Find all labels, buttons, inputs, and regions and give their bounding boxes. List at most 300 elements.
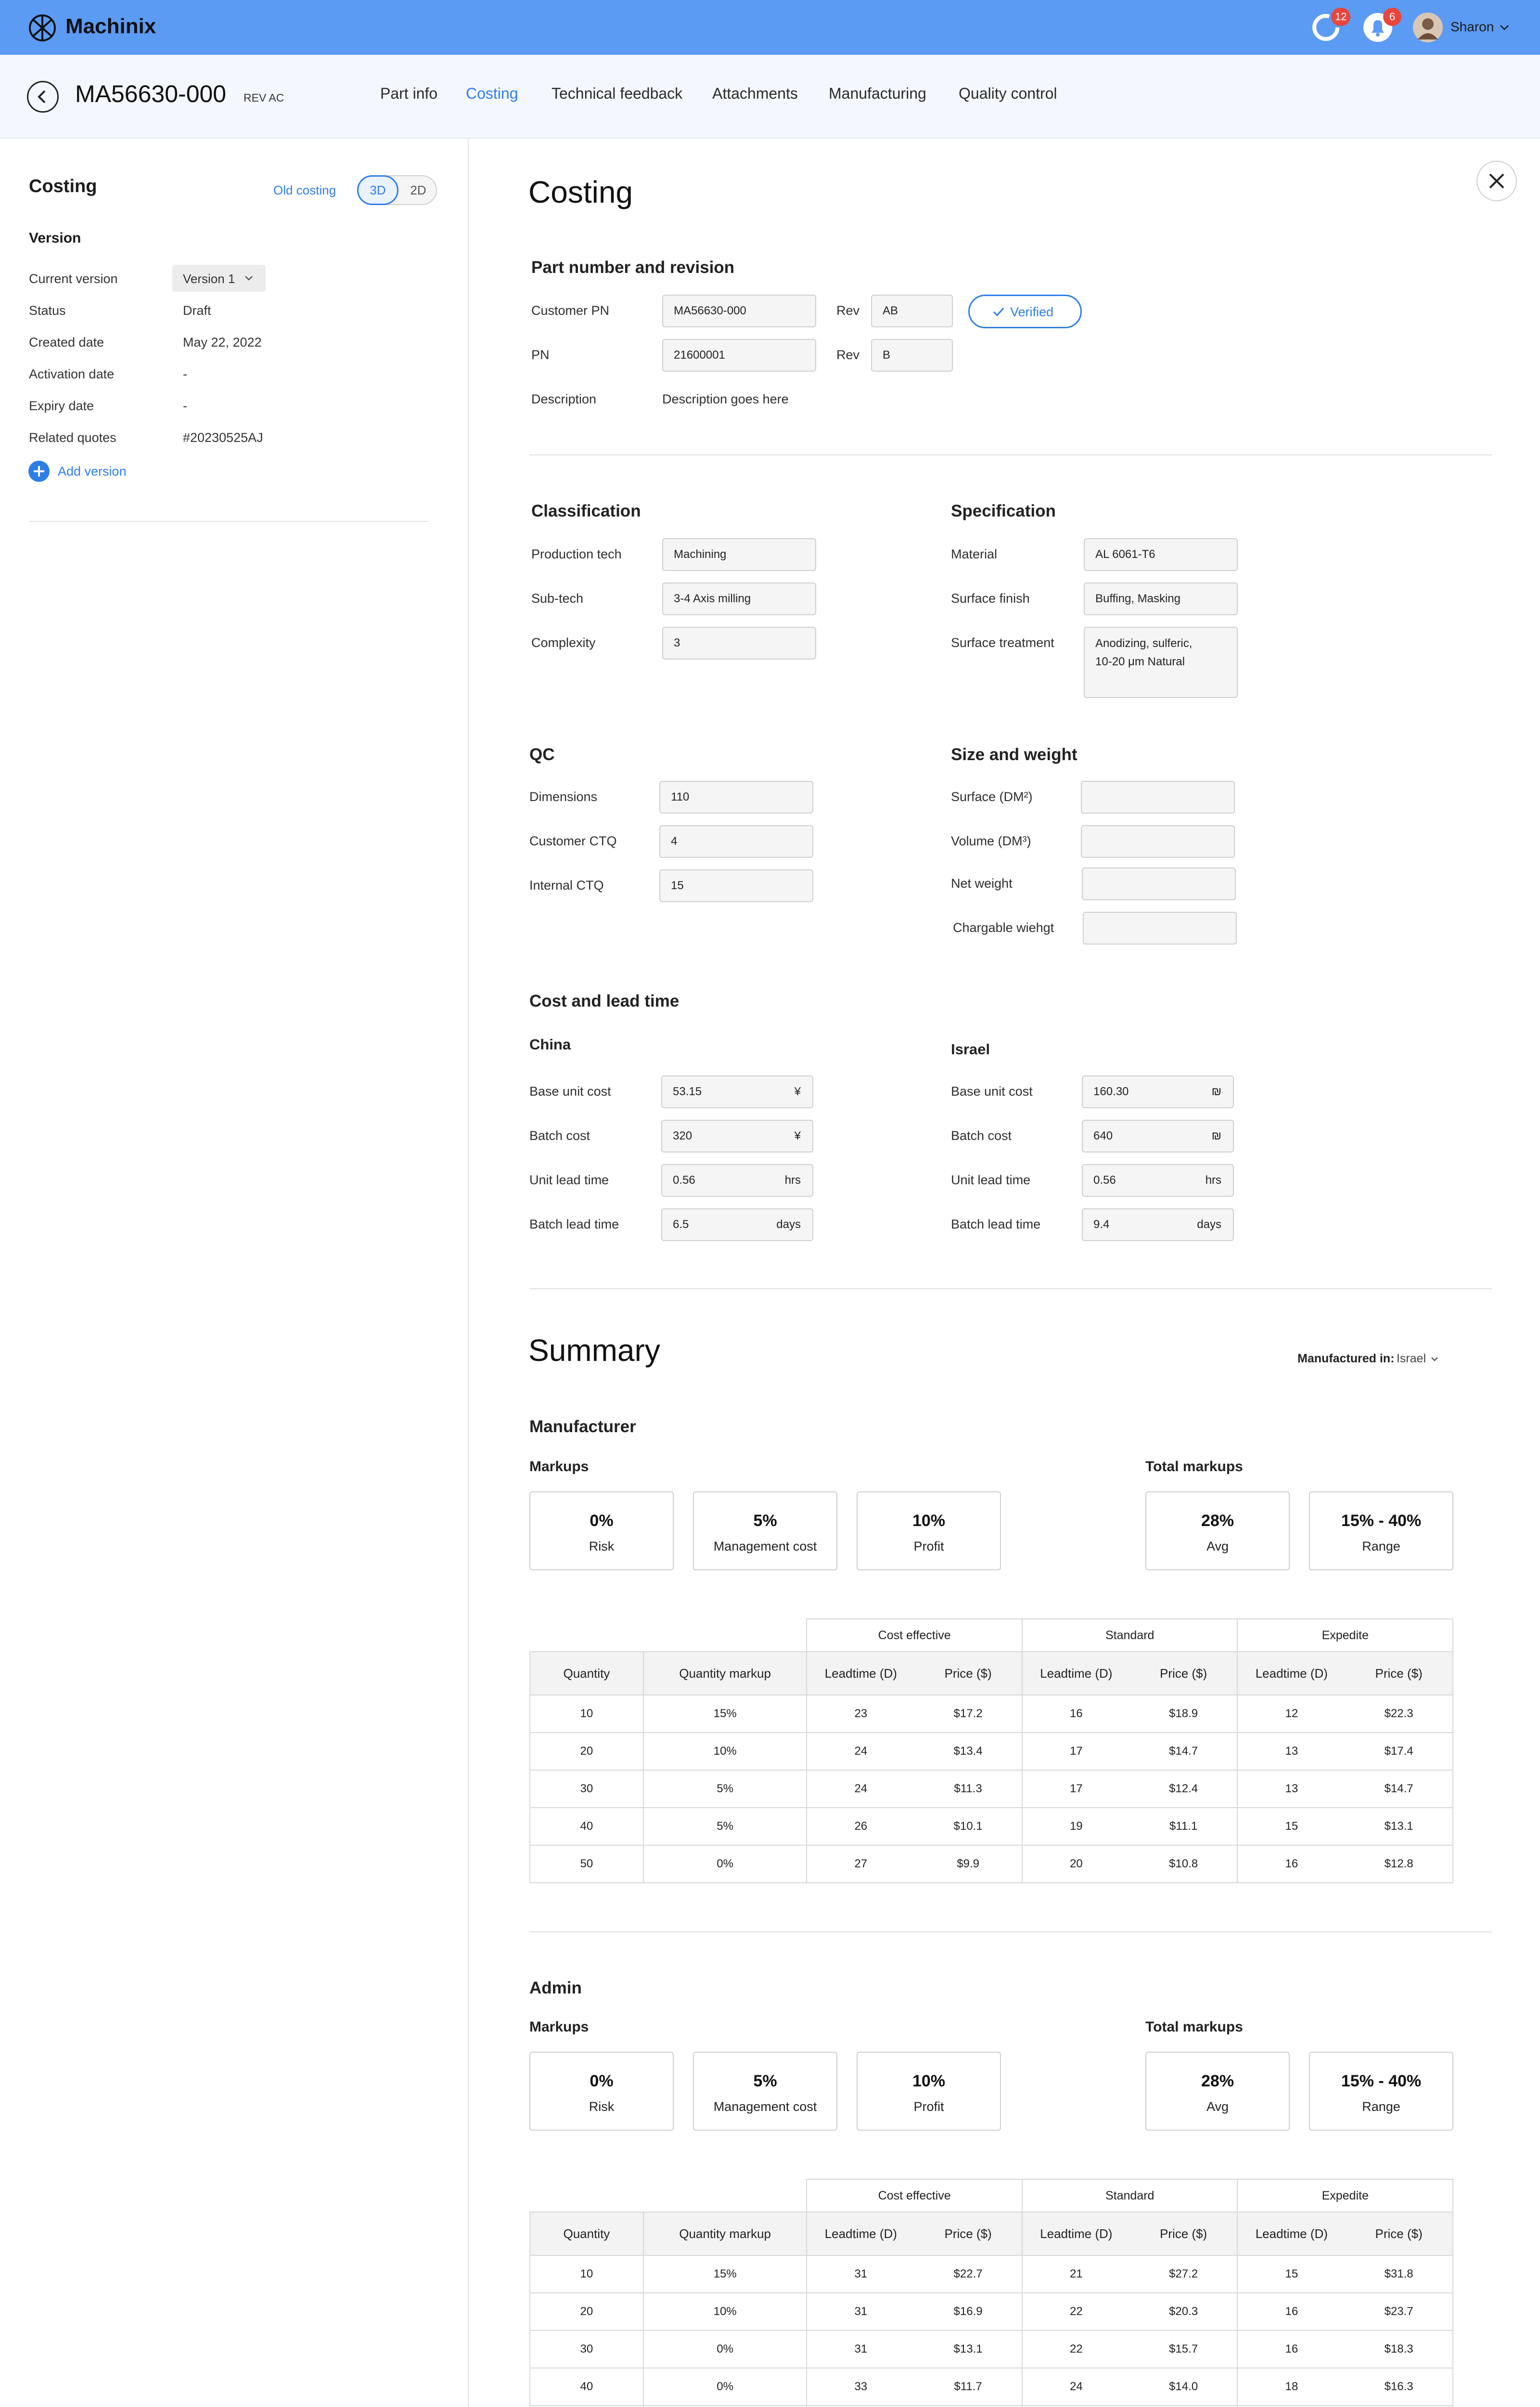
table-cell: $14.7	[1169, 1745, 1198, 1758]
china-unit-lead-time-value: 0.56	[673, 1174, 695, 1187]
pn-section-title: Part number and revision	[531, 258, 735, 277]
spacer-cell	[530, 2179, 643, 2212]
table-cell	[807, 2293, 1022, 2330]
israel-batch-lead-time-input[interactable]	[1082, 1208, 1234, 1241]
column-header: Leadtime (D)	[1255, 2226, 1328, 2241]
column-header: Leadtime (D)	[1040, 2226, 1113, 2241]
table-cell: 13	[1285, 1782, 1298, 1795]
created-date-value: May 22, 2022	[183, 335, 262, 349]
user-name: Sharon	[1450, 19, 1494, 34]
column-header: Price ($)	[944, 1666, 992, 1681]
sync-button[interactable]	[1310, 11, 1347, 43]
customer-ctq-label: Customer CTQ	[529, 834, 617, 848]
days-unit: days	[776, 1218, 801, 1231]
surface-finish-input[interactable]: Buffing, Masking	[1084, 582, 1238, 615]
total-markup-card-avg	[1145, 2052, 1290, 2131]
volume-label: Volume (DM³)	[951, 834, 1031, 848]
customer-ctq-input[interactable]: 4	[659, 825, 813, 858]
table-cell	[1237, 1808, 1453, 1845]
divider	[529, 1931, 1492, 1932]
markup-value: 5%	[753, 1512, 777, 1530]
table-cell: $16.3	[1384, 2380, 1413, 2393]
version-select-value: Version 1	[183, 272, 235, 286]
table-cell: 21	[1069, 2267, 1083, 2280]
total-markup-label: Avg	[1206, 1539, 1229, 1553]
activation-date-label: Activation date	[29, 367, 115, 381]
table-cell: 12	[1285, 1707, 1298, 1720]
table-cell: $10.8	[1169, 1857, 1198, 1870]
net-weight-label: Net weight	[951, 876, 1013, 891]
israel-unit-lead-time-input[interactable]	[1082, 1164, 1234, 1197]
china-batch-lead-time-value: 6.5	[673, 1218, 689, 1231]
china-batch-cost-input[interactable]	[661, 1120, 813, 1152]
table-cell: 16	[1069, 1707, 1083, 1720]
table-cell: $27.2	[1169, 2267, 1198, 2280]
table-row	[530, 1808, 1453, 1845]
column-header: Price ($)	[1159, 1666, 1207, 1681]
table-cell: 10%	[643, 2293, 807, 2330]
israel-batch-cost-input[interactable]	[1082, 1120, 1234, 1152]
hours-unit: hrs	[1205, 1174, 1221, 1187]
table-cell: $18.9	[1169, 1707, 1198, 1720]
column-header: Price ($)	[1375, 2226, 1423, 2241]
israel-unit-lead-time-value: 0.56	[1093, 1174, 1116, 1187]
add-version-label: Add version	[58, 464, 127, 479]
customer-pn-input[interactable]: MA56630-000	[662, 295, 816, 327]
markup-value: 5%	[753, 2072, 777, 2090]
column-header: Quantity	[530, 2212, 643, 2255]
markup-value: 10%	[912, 1512, 946, 1530]
column-header: Quantity markup	[643, 2212, 807, 2255]
sub-tech-input[interactable]: 3-4 Axis milling	[662, 582, 816, 615]
admin-markups-label: Markups	[529, 2019, 589, 2035]
part-revision: REV AC	[244, 91, 284, 104]
verified-label: Verified	[1010, 305, 1054, 319]
china-unit-lead-time-input[interactable]	[661, 1164, 813, 1197]
table-cell: $22.3	[1384, 1707, 1413, 1720]
manufacturer-total-markups-label: Total markups	[1145, 1459, 1243, 1475]
manufacturer-title: Manufacturer	[529, 1417, 636, 1436]
table-cell: 24	[854, 1745, 868, 1758]
plus-circle-icon	[28, 460, 50, 482]
production-tech-label: Production tech	[531, 547, 622, 561]
tab-quality-control[interactable]: Quality control	[959, 85, 1057, 102]
total-markup-card-range	[1309, 1491, 1453, 1570]
table-cell: 26	[854, 1820, 868, 1833]
size-weight-title: Size and weight	[951, 745, 1078, 764]
table-cell	[807, 2255, 1022, 2293]
hours-unit: hrs	[784, 1174, 801, 1187]
table-cell: 20	[530, 2293, 643, 2330]
china-batch-cost-value: 320	[673, 1129, 693, 1142]
table-cell: 22	[1069, 2305, 1083, 2318]
costing-sidebar	[0, 139, 469, 2407]
table-cell: $31.8	[1384, 2267, 1413, 2280]
cost-lead-title: Cost and lead time	[529, 992, 680, 1010]
machinix-logo-icon	[28, 13, 57, 42]
china-batch-cost-label: Batch cost	[529, 1128, 590, 1143]
table-cell: 40	[530, 2368, 643, 2406]
china-unit-lead-time-label: Unit lead time	[529, 1173, 609, 1187]
view-toggle	[357, 175, 437, 205]
table-cell: 13	[1285, 1745, 1298, 1758]
customer-rev-input[interactable]: AB	[871, 295, 953, 327]
column-header: Quantity markup	[643, 1652, 807, 1695]
table-cell: $20.3	[1169, 2305, 1198, 2318]
tab-manufacturing[interactable]: Manufacturing	[829, 85, 926, 102]
back-button[interactable]	[27, 81, 59, 113]
china-batch-lead-time-input[interactable]	[661, 1208, 813, 1241]
table-cell	[1237, 2330, 1453, 2368]
total-markup-card-range	[1309, 2052, 1453, 2131]
group-header: Standard	[1022, 2179, 1238, 2212]
table-row	[530, 1770, 1453, 1808]
israel-base-unit-cost-input[interactable]	[1082, 1075, 1234, 1108]
admin-title: Admin	[529, 1979, 582, 1997]
column-header: Leadtime (D)	[824, 2226, 897, 2241]
surface-treatment-textarea[interactable]	[1084, 627, 1238, 698]
markup-label: Profit	[913, 1539, 944, 1553]
production-tech-input[interactable]: Machining	[662, 538, 816, 571]
chevron-down-icon	[244, 275, 253, 281]
surface-treatment-line: Anodizing, sulferic,	[1095, 637, 1193, 650]
total-markup-label: Range	[1362, 2099, 1400, 2114]
markup-value: 0%	[590, 1512, 614, 1530]
table-cell: $17.4	[1384, 1745, 1413, 1758]
manufactured-in-select[interactable]	[1297, 1352, 1456, 1369]
pn-rev-input[interactable]: B	[871, 339, 953, 372]
table-cell: 16	[1285, 2342, 1298, 2355]
tab-attachments[interactable]: Attachments	[712, 85, 798, 102]
divider	[529, 1288, 1492, 1289]
column-header-pair	[807, 1652, 1022, 1695]
table-cell	[807, 1733, 1022, 1770]
sidebar-title: Costing	[29, 176, 97, 196]
close-icon	[1477, 162, 1516, 200]
customer-pn-label: Customer PN	[531, 303, 610, 318]
table-cell	[1237, 2293, 1453, 2330]
related-quotes-value[interactable]: #20230525AJ	[183, 430, 263, 445]
markup-card-risk	[529, 1491, 674, 1570]
divider	[529, 454, 1492, 455]
chevron-down-icon	[1500, 24, 1509, 31]
table-cell: $16.9	[953, 2305, 983, 2318]
spacer-cell	[530, 1619, 643, 1652]
table-cell: 5%	[643, 1770, 807, 1808]
table-cell: 15	[1285, 2267, 1298, 2280]
table-row	[530, 1695, 1453, 1733]
column-header-pair	[1022, 2212, 1238, 2255]
table-cell	[1022, 1770, 1238, 1808]
group-header: Cost effective	[807, 2179, 1022, 2212]
table-cell: 27	[854, 1857, 868, 1870]
markup-label: Management cost	[713, 2099, 817, 2114]
material-input[interactable]: AL 6061-T6	[1084, 538, 1238, 571]
table-cell: 22	[1069, 2342, 1083, 2355]
complexity-label: Complexity	[531, 635, 596, 650]
table-cell: $22.7	[953, 2267, 983, 2280]
israel-base-unit-cost-label: Base unit cost	[951, 1084, 1033, 1099]
toggle-2d[interactable]: 2D	[410, 183, 426, 197]
israel-base-unit-cost-value: 160.30	[1093, 1085, 1129, 1098]
pn-rev-label: Rev	[836, 348, 860, 362]
column-header: Price ($)	[1375, 1666, 1423, 1681]
table-cell	[807, 1808, 1022, 1845]
markup-label: Profit	[913, 2099, 944, 2114]
user-menu[interactable]	[1413, 13, 1509, 42]
dimensions-input[interactable]: 110	[659, 781, 813, 814]
table-cell: $15.7	[1169, 2342, 1198, 2355]
table-cell: $17.2	[953, 1707, 983, 1720]
total-markup-label: Range	[1362, 1539, 1400, 1553]
description-value[interactable]: Description goes here	[662, 392, 789, 406]
table-cell: 30	[530, 2330, 643, 2368]
table-row	[530, 2293, 1453, 2330]
surface-label: Surface (DM²)	[951, 789, 1033, 804]
created-date-label: Created date	[29, 335, 104, 349]
activation-date-value: -	[183, 367, 187, 381]
yuan-unit: ¥	[794, 1129, 801, 1142]
table-cell: $11.3	[954, 1782, 982, 1795]
total-markup-label: Avg	[1206, 2099, 1229, 2114]
table-cell: $10.1	[953, 1820, 983, 1833]
table-row	[530, 2330, 1453, 2368]
table-cell	[1237, 2255, 1453, 2293]
days-unit: days	[1197, 1218, 1221, 1231]
table-cell: $14.0	[1169, 2380, 1198, 2393]
table-cell: 15	[1285, 1820, 1298, 1833]
internal-ctq-label: Internal CTQ	[529, 878, 604, 893]
table-cell: 17	[1069, 1745, 1083, 1758]
table-row	[530, 1733, 1453, 1770]
table-cell: 33	[854, 2380, 868, 2393]
tab-technical-feedback[interactable]: Technical feedback	[552, 85, 683, 102]
table-cell	[807, 1695, 1022, 1733]
volume-input[interactable]	[1081, 825, 1235, 858]
toggle-3d[interactable]: 3D	[357, 175, 398, 205]
table-cell	[1022, 2330, 1238, 2368]
pn-input[interactable]: 21600001	[662, 339, 816, 372]
sync-badge: 12	[1331, 8, 1350, 26]
israel-batch-cost-label: Batch cost	[951, 1128, 1012, 1143]
china-base-unit-cost-value: 53.15	[673, 1085, 702, 1098]
column-header-pair	[1237, 1652, 1453, 1695]
table-cell: $18.3	[1384, 2342, 1413, 2355]
total-markup-value: 28%	[1201, 2072, 1234, 2090]
surface-treatment-line: 10-20 μm Natural	[1095, 655, 1185, 668]
table-cell: 15%	[643, 2255, 807, 2293]
markup-card-management-cost	[693, 1491, 837, 1570]
israel-unit-lead-time-label: Unit lead time	[951, 1173, 1031, 1187]
israel-title: Israel	[951, 1041, 990, 1058]
table-cell: 23	[854, 1707, 868, 1720]
table-cell: 30	[530, 1770, 643, 1808]
spacer-cell	[643, 2179, 807, 2212]
notifications-badge: 6	[1383, 8, 1401, 26]
markup-value: 0%	[590, 2072, 614, 2090]
admin-total-markups-label: Total markups	[1145, 2019, 1243, 2035]
markup-label: Risk	[589, 2099, 615, 2114]
table-cell: $13.4	[953, 1745, 983, 1758]
related-quotes-label: Related quotes	[29, 430, 116, 445]
manufacturer-markups-label: Markups	[529, 1459, 589, 1475]
table-cell	[807, 2368, 1022, 2406]
table-cell: $11.7	[954, 2380, 982, 2393]
classification-title: Classification	[531, 502, 641, 520]
total-markup-card-avg	[1145, 1491, 1290, 1570]
group-header: Expedite	[1237, 1619, 1453, 1652]
table-cell: $12.8	[1384, 1857, 1413, 1870]
admin-price-table	[529, 2179, 1453, 2407]
markup-card-profit	[857, 1491, 1001, 1570]
table-cell	[1237, 2368, 1453, 2406]
current-version-label: Current version	[29, 272, 118, 286]
table-cell: $14.7	[1384, 1782, 1413, 1795]
markup-label: Management cost	[713, 1539, 817, 1553]
brand-name[interactable]: Machinix	[65, 14, 156, 38]
status-label: Status	[29, 303, 66, 318]
table-cell	[1022, 1733, 1238, 1770]
table-cell: $23.7	[1384, 2305, 1413, 2318]
surface-treatment-label: Surface treatment	[951, 635, 1054, 650]
table-cell: 18	[1285, 2380, 1298, 2393]
tab-costing[interactable]: Costing	[466, 85, 518, 102]
manufactured-in-label: Manufactured in:	[1297, 1352, 1395, 1365]
table-cell: 31	[854, 2267, 868, 2280]
sub-tech-label: Sub-tech	[531, 591, 584, 606]
china-base-unit-cost-label: Base unit cost	[529, 1084, 611, 1099]
table-cell: $9.9	[957, 1857, 979, 1870]
table-cell: 31	[854, 2305, 868, 2318]
table-cell: 10	[530, 1695, 643, 1733]
china-base-unit-cost-input[interactable]	[661, 1075, 813, 1108]
notifications-button[interactable]	[1362, 12, 1394, 43]
table-cell	[1022, 2255, 1238, 2293]
table-cell: 31	[854, 2342, 868, 2355]
israel-batch-lead-time-label: Batch lead time	[951, 1217, 1041, 1231]
status-value: Draft	[183, 303, 211, 318]
dimensions-label: Dimensions	[529, 789, 598, 804]
table-cell	[807, 1770, 1022, 1808]
column-header-pair	[1022, 1652, 1238, 1695]
chargeable-weight-input[interactable]	[1083, 912, 1237, 945]
table-cell: 10	[530, 2255, 643, 2293]
chevron-down-icon	[1431, 1357, 1438, 1362]
column-header-pair	[807, 2212, 1022, 2255]
shekel-unit: ₪	[1211, 1129, 1221, 1142]
table-cell: 40	[530, 1808, 643, 1845]
table-cell: 0%	[643, 2368, 807, 2406]
table-cell: 0%	[643, 2330, 807, 2368]
pn-label: PN	[531, 348, 550, 362]
table-cell: 20	[530, 1733, 643, 1770]
table-cell: 50	[530, 1845, 643, 1883]
table-cell: 5%	[643, 1808, 807, 1845]
column-header: Leadtime (D)	[824, 1666, 897, 1681]
table-cell	[1237, 1845, 1453, 1883]
surface-input[interactable]	[1081, 781, 1235, 814]
spacer-cell	[643, 1619, 807, 1652]
table-cell: 10%	[643, 1733, 807, 1770]
markup-card-profit	[857, 2052, 1001, 2131]
table-cell: 16	[1285, 2305, 1298, 2318]
table-cell	[1237, 1733, 1453, 1770]
table-cell: $13.1	[1384, 1820, 1413, 1833]
table-row	[530, 2255, 1453, 2293]
costing-title: Costing	[528, 175, 633, 209]
table-cell: 24	[854, 1782, 868, 1795]
tab-part-info[interactable]: Part info	[380, 85, 438, 102]
shekel-unit: ₪	[1211, 1085, 1221, 1098]
divider	[29, 521, 428, 522]
china-batch-lead-time-label: Batch lead time	[529, 1217, 619, 1231]
chargeable-weight-label: Chargable wiehgt	[953, 920, 1054, 935]
net-weight-input[interactable]	[1082, 867, 1236, 900]
table-cell	[1022, 1808, 1238, 1845]
table-cell	[1022, 2368, 1238, 2406]
table-cell	[807, 2330, 1022, 2368]
material-label: Material	[951, 547, 998, 561]
complexity-input[interactable]: 3	[662, 627, 816, 660]
table-cell: $12.4	[1169, 1782, 1198, 1795]
group-header: Expedite	[1237, 2179, 1453, 2212]
total-markup-value: 28%	[1201, 1512, 1234, 1530]
summary-title: Summary	[528, 1333, 660, 1368]
table-cell	[807, 1845, 1022, 1883]
old-costing-link[interactable]: Old costing	[273, 183, 336, 197]
table-cell	[1237, 1770, 1453, 1808]
part-header	[0, 55, 1540, 139]
table-cell: 24	[1069, 2380, 1083, 2393]
top-bar	[0, 0, 1540, 55]
table-cell: 16	[1285, 1857, 1298, 1870]
arrow-left-icon	[28, 82, 57, 111]
expiry-date-label: Expiry date	[29, 399, 94, 413]
table-cell	[1237, 1695, 1453, 1733]
close-button[interactable]	[1476, 161, 1517, 201]
manufacturer-price-table	[529, 1618, 1453, 1883]
table-cell	[1022, 2293, 1238, 2330]
version-title: Version	[29, 230, 81, 246]
verified-badge	[968, 295, 1082, 328]
table-cell: $11.1	[1169, 1820, 1198, 1833]
specification-title: Specification	[951, 502, 1056, 520]
markup-card-management-cost	[693, 2052, 837, 2131]
table-cell: 0%	[643, 1845, 807, 1883]
manufactured-in-value: Israel	[1396, 1352, 1426, 1365]
description-label: Description	[531, 392, 597, 406]
check-icon	[993, 307, 1004, 317]
israel-batch-cost-value: 640	[1093, 1129, 1113, 1142]
column-header: Leadtime (D)	[1255, 1666, 1328, 1681]
version-select[interactable]	[172, 265, 266, 292]
column-header: Leadtime (D)	[1040, 1666, 1113, 1681]
customer-rev-label: Rev	[836, 303, 860, 318]
yuan-unit: ¥	[794, 1085, 801, 1098]
table-cell: 17	[1069, 1782, 1083, 1795]
add-version-button[interactable]	[28, 460, 153, 482]
table-cell: 20	[1069, 1857, 1083, 1870]
part-number-title: MA56630-000	[75, 80, 227, 107]
israel-batch-lead-time-value: 9.4	[1093, 1218, 1110, 1231]
column-header-pair	[1237, 2212, 1453, 2255]
internal-ctq-input[interactable]: 15	[659, 869, 813, 902]
table-cell: $13.1	[953, 2342, 983, 2355]
expiry-date-value: -	[183, 399, 187, 413]
table-row	[530, 1845, 1453, 1883]
group-header: Cost effective	[807, 1619, 1022, 1652]
china-title: China	[529, 1036, 571, 1053]
